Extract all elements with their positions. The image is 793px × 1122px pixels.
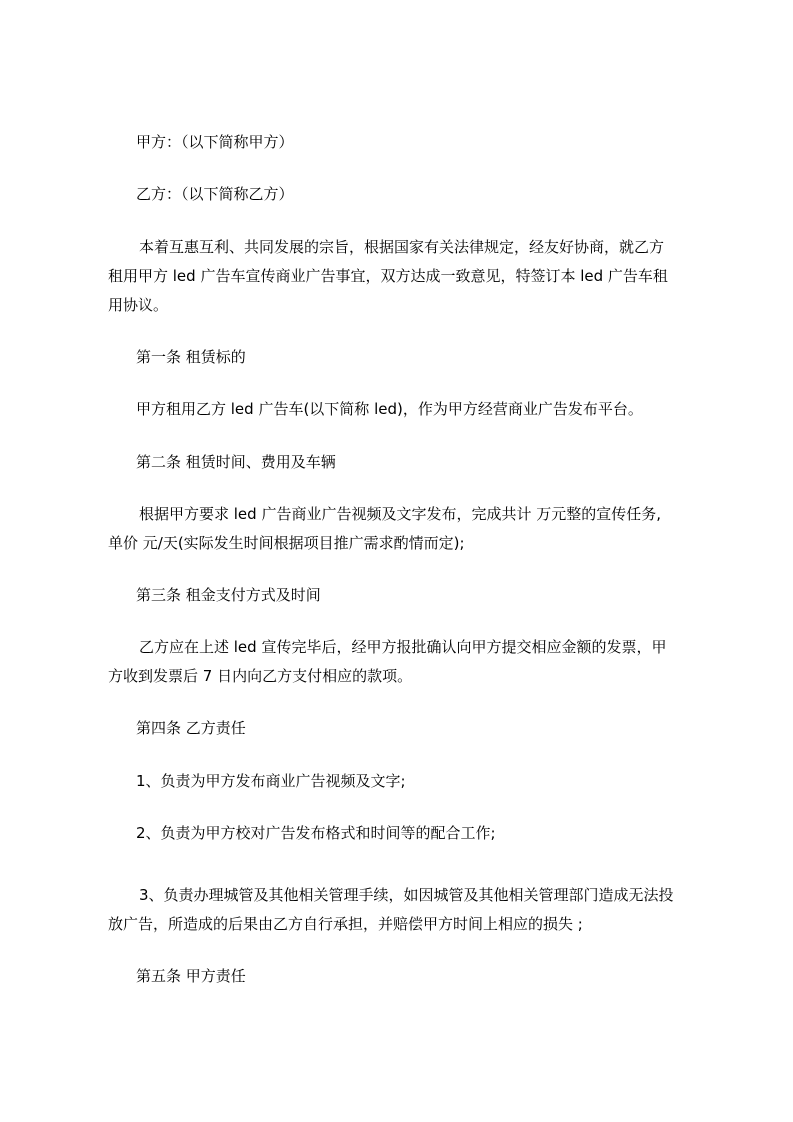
article-3-heading: 第三条 租金支付方式及时间 bbox=[136, 586, 321, 604]
article-2-body-line-2: 单价 元/天(实际发生时间根据项目推广需求酌情而定); bbox=[108, 534, 465, 552]
party-b-line: 乙方：（以下简称乙方） bbox=[136, 185, 294, 203]
preamble-line-3: 用协议。 bbox=[108, 296, 169, 314]
article-2-heading: 第二条 租赁时间、费用及车辆 bbox=[136, 453, 336, 471]
article-4-item-1: 1、负责为甲方发布商业广告视频及文字; bbox=[136, 772, 406, 790]
preamble-line-1: 本着互惠互利、共同发展的宗旨，根据国家有关法律规定，经友好协商，就乙方 bbox=[139, 238, 665, 256]
article-2-body-line-1: 根据甲方要求 led 广告商业广告视频及文字发布，完成共计 万元整的宣传任务, bbox=[139, 505, 661, 523]
article-1-heading: 第一条 租赁标的 bbox=[136, 348, 246, 366]
party-a-line: 甲方：（以下简称甲方） bbox=[136, 133, 294, 151]
article-3-body-line-1: 乙方应在上述 led 宣传完毕后，经甲方报批确认向甲方提交相应金额的发票，甲 bbox=[139, 638, 667, 656]
article-4-item-2: 2、负责为甲方校对广告发布格式和时间等的配合工作; bbox=[136, 824, 496, 842]
article-3-body-line-2: 方收到发票后 7 日内向乙方支付相应的款项。 bbox=[108, 667, 413, 685]
article-1-body: 甲方租用乙方 led 广告车(以下简称 led)，作为甲方经营商业广告发布平台。 bbox=[136, 400, 643, 418]
article-5-heading: 第五条 甲方责任 bbox=[136, 967, 246, 985]
preamble-line-2: 租用甲方 led 广告车宣传商业广告事宜，双方达成一致意见，特签订本 led 广告车租 bbox=[108, 267, 668, 285]
article-4-heading: 第四条 乙方责任 bbox=[136, 719, 246, 737]
article-4-item-3-line-1: 3、负责办理城管及其他相关管理手续，如因城管及其他相关管理部门造成无法投 bbox=[139, 886, 674, 904]
article-4-item-3-line-2: 放广告，所造成的后果由乙方自行承担，并赔偿甲方时间上相应的损失 ; bbox=[108, 915, 583, 933]
